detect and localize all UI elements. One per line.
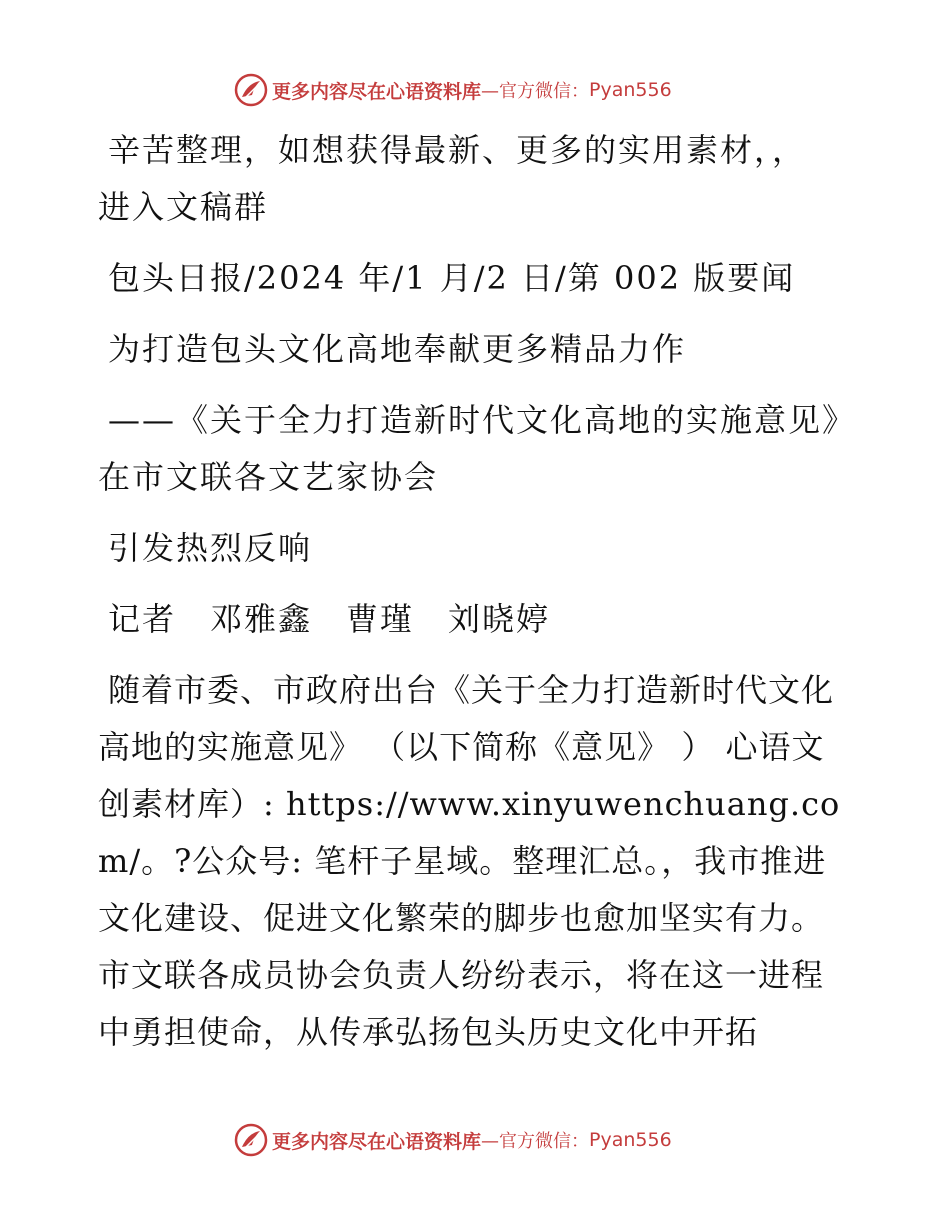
watermark-separator: —官方微信： (481, 1131, 590, 1152)
logo-icon (234, 73, 268, 107)
byline (98, 591, 850, 648)
watermark-main-text: 更多内容尽在心语资料库 (272, 80, 482, 103)
watermark-wechat-id: Pyan556 (589, 79, 672, 101)
source-line (98, 250, 850, 307)
watermark-main-text: 更多内容尽在心语资料库 (272, 1130, 482, 1153)
document-body (98, 122, 850, 1075)
watermark-banner-bottom (234, 1120, 672, 1160)
logo-icon (234, 1123, 268, 1157)
subtitle (98, 392, 850, 506)
intro-paragraph (98, 122, 850, 236)
subtitle-text: ——《关于全力打造新时代文化高地的实施意见》在市文联各文艺家协会 (98, 401, 841, 496)
headline (98, 321, 850, 378)
intro-line-1: 辛苦整理，如想获得最新、更多的实用素材，， (108, 131, 807, 169)
subtitle-continued (98, 520, 850, 577)
byline-text: 记者 邓雅鑫 曹瑾 刘晓婷 (108, 600, 551, 638)
watermark-wechat-id: Pyan556 (589, 1129, 672, 1151)
watermark-banner-top (234, 70, 672, 110)
body-text: 随着市委、市政府出台《关于全力打造新时代文化高地的实施意见》 （以下简称《意见》 ） 心语文创素材库）: https://www.xinyuwenchuang.com/。?公众号: 笔杆子星域。整理汇总。，我市推进文化建设、促进文化繁荣的脚步也愈加坚实有力。市文联各成员协会负责人纷纷表示，将在这一进程中勇担使命，从传承弘扬包头历史文化中开拓 (98, 671, 841, 1051)
headline-text: 为打造包头文化高地奉献更多精品力作 (108, 330, 687, 368)
subtitle-text-2: 引发热烈反响 (108, 529, 313, 567)
watermark-separator: —官方微信： (481, 81, 590, 102)
body-paragraph (98, 662, 850, 1061)
intro-line-2: 进入文稿群 (98, 188, 269, 226)
source-text: 包头日报/2024 年/1 月/2 日/第 002 版要闻 (108, 259, 796, 297)
